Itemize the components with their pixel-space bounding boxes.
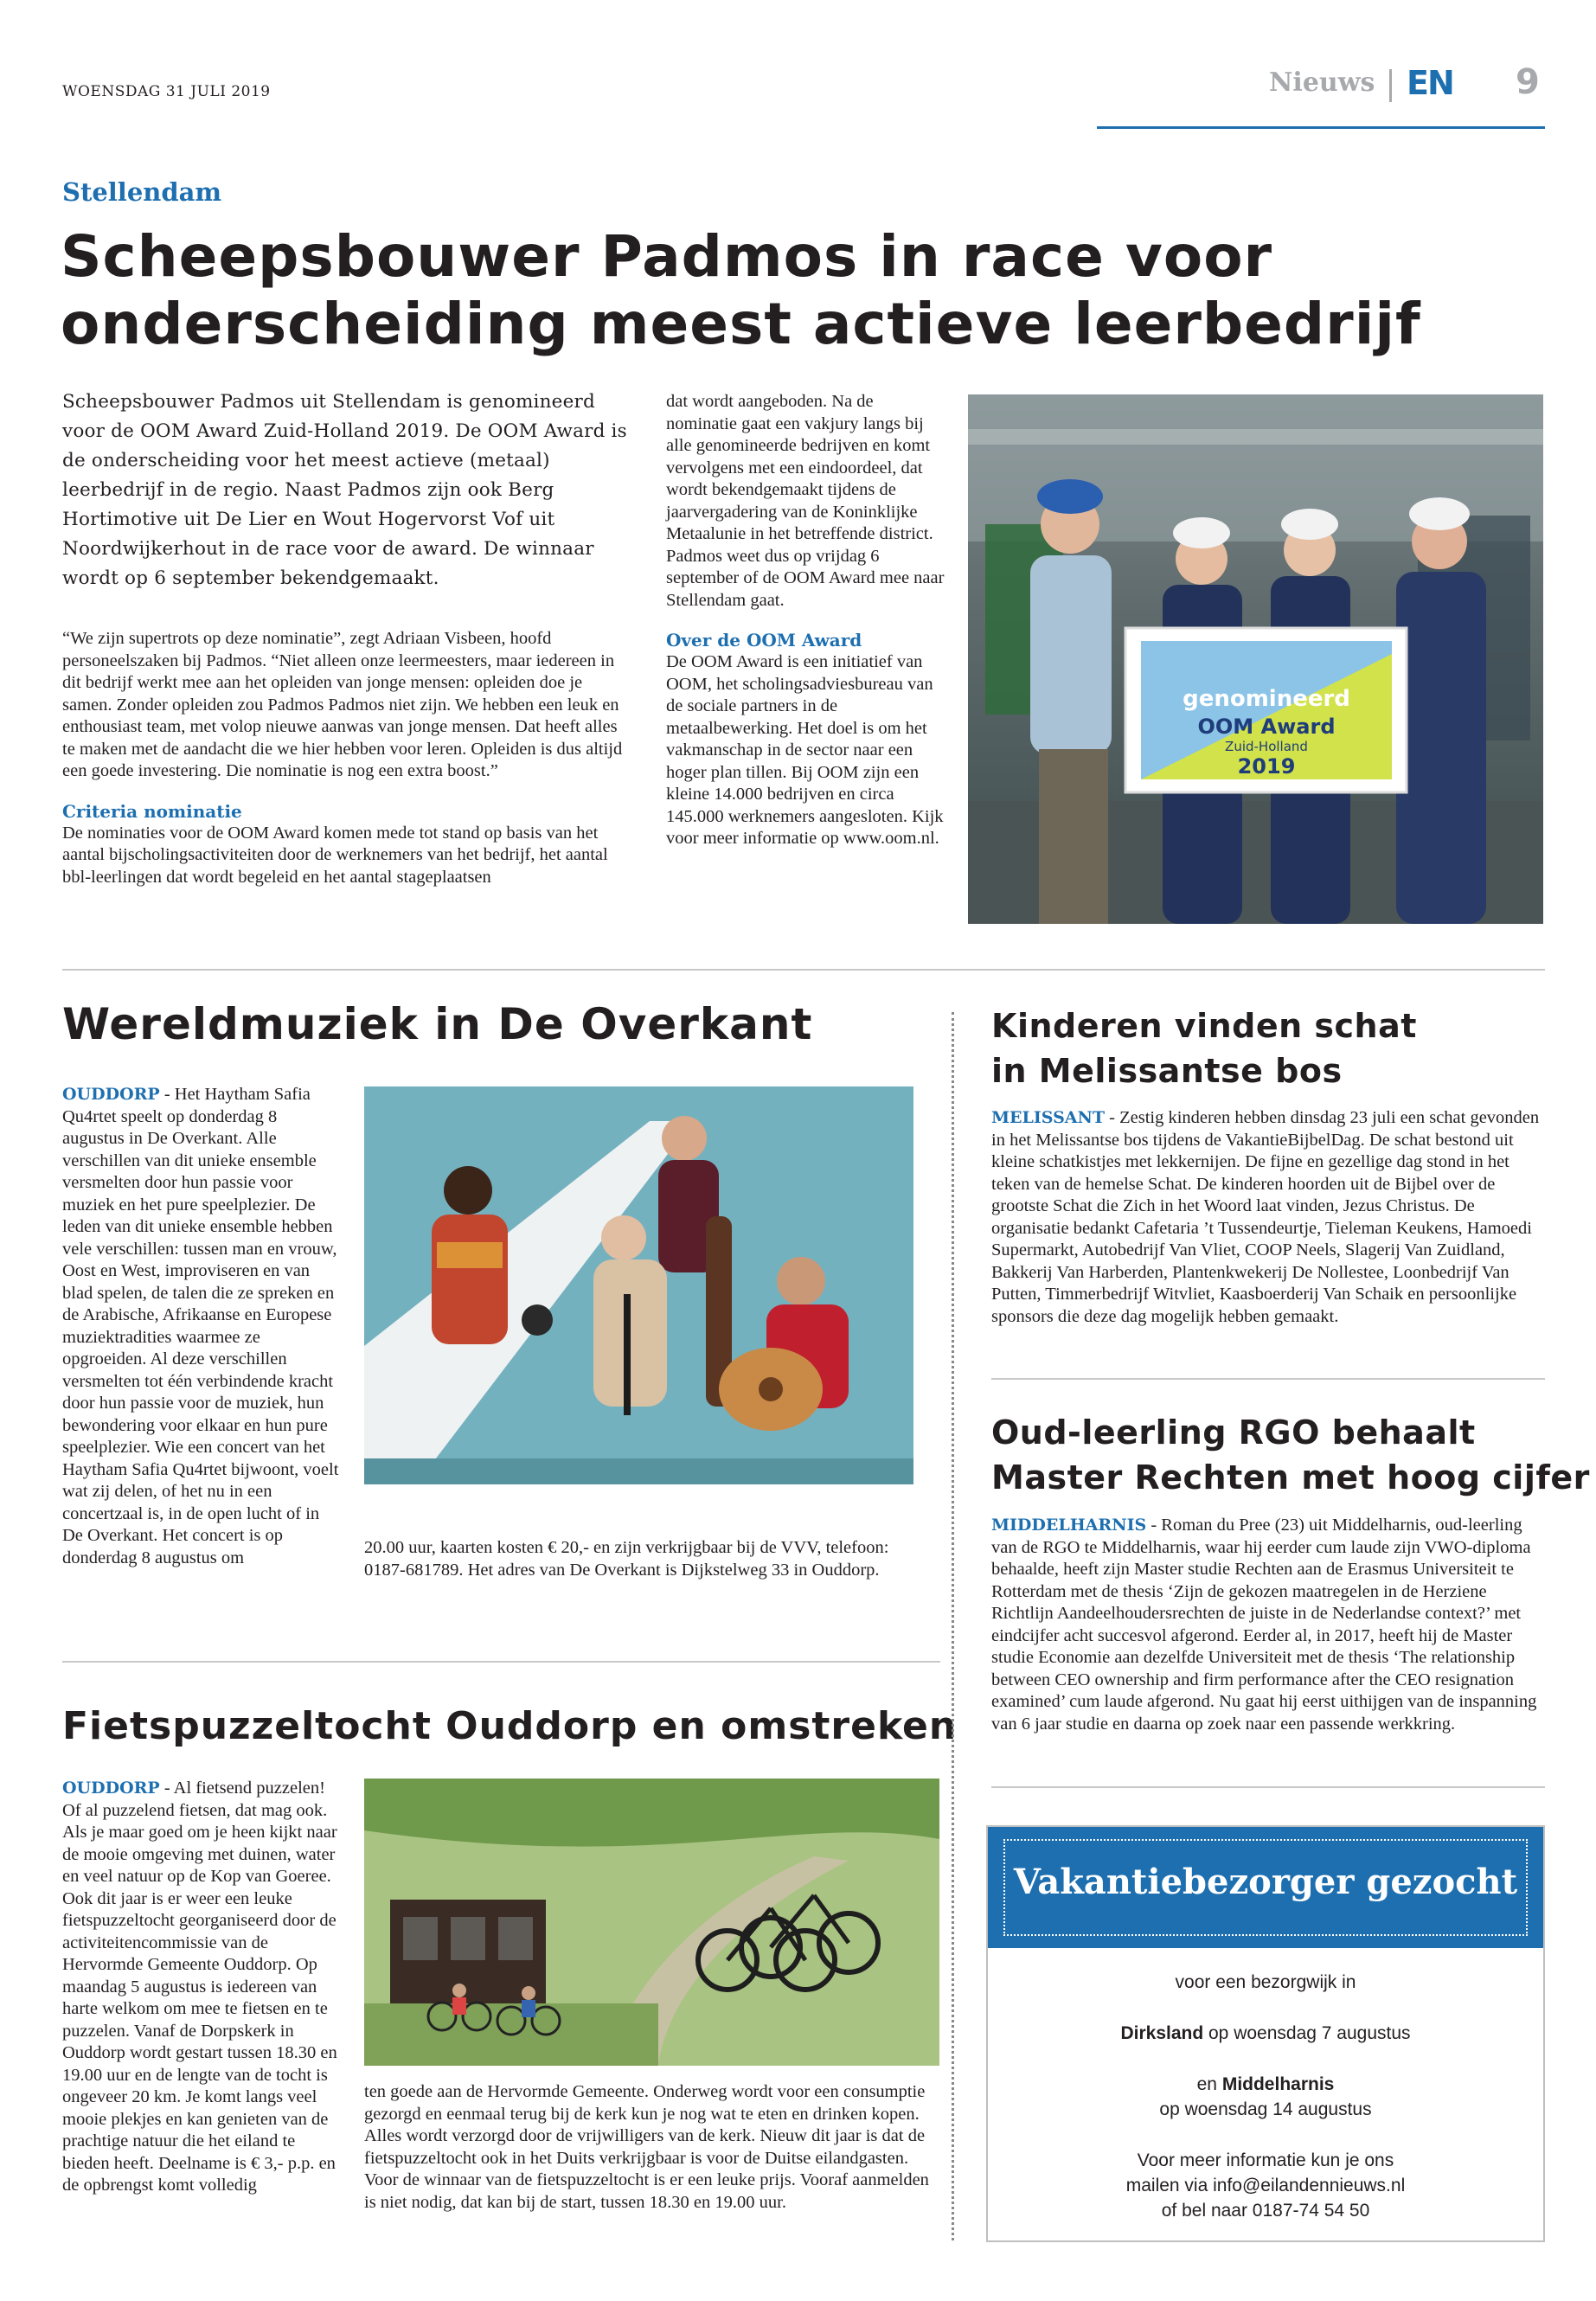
article4-text xyxy=(991,1107,1545,1328)
quartet-photo xyxy=(364,1086,913,1484)
article1-lead: Scheepsbouwer Padmos uit Stellendam is genomineerd voor de OOM Award Zuid-Holland 2019. De OOM Award is de onderscheiding voor het meest actieve (metaal) leerbedrijf in de regio. Naast Padmos zijn ook Berg Hortimotive uit De Lier en Wout Hogervorst Vof uit Noordwijkerhout in de race voor de award. De winnaar wordt op 6 september bekendgemaakt. xyxy=(62,391,627,589)
header-rule xyxy=(1097,126,1545,129)
article1-kicker: Stellendam xyxy=(62,177,222,207)
ad-date1: op woensdag 7 augustus xyxy=(1203,2023,1411,2043)
padmos-photo-drawing xyxy=(968,394,1543,924)
vacancy-ad-title: Vakantiebezorger gezocht xyxy=(1013,1862,1518,1902)
over-oom-text: De OOM Award is een initiatief van OOM, het scholingsadviesbureau van de sociale partners in de metaalbewerking. Het doel is om het vakmanschap in de sector naar een hoger plan tillen. Bij OOM zijn een kleine 14.000 bedrijven en circa 145.000 werknemers aangesloten. Kijk voor meer informatie op www.oom.nl. xyxy=(666,652,944,848)
vacancy-ad-body xyxy=(988,1970,1543,2223)
article3-place: OUDDORP xyxy=(62,1779,160,1798)
article1-col2-text: dat wordt aangeboden. Na de nominatie gaat een vakjury langs bij alle genomineerde bedrijven en komt vervolgens met een eindoordeel, dat wordt bekendgemaakt tijdens de jaarvergadering van de Koninklijke Metaalunie in het betreffende district. Padmos weet dus op vrijdag 6 september of de OOM Award mee naar Stellendam gaat. xyxy=(666,392,945,610)
article1-col2 xyxy=(666,391,945,850)
ad-info2[interactable]: mailen via info@eilandennieuws.nl xyxy=(1125,2176,1406,2195)
article4-place: MELISSANT xyxy=(991,1108,1106,1127)
section-name: Nieuws xyxy=(1269,67,1375,98)
ad-middelharnis-line xyxy=(988,2072,1543,2097)
article2-text-body: - Het Haytham Safia Qu4rtet speelt op donderdag 8 augustus in De Overkant. Alle verschillen van dit unieke ensemble versmelten door hun passie voor muziek en het pure speelplezier. De leden van dit unieke ensemble hebben vele verschillen: tussen man en vrouw, Oost en West, improviseren en van blad spelen, de talen die ze spreken en de Arabische, Afrikaanse en Europese muziektradities waarmee ze opgroeiden. Al deze verschillen versmelten tot één verbindende kracht door hun passie voor de muziek, hun bewondering voor elkaar en hun pure speelplezier. Wie een concert van het Haytham Safia Qu4rtet bijwoont, voelt wat zij delen, of het nu in een concertzaal is, in de open lucht of in De Overkant. Het concert is op donderdag 8 augustus om xyxy=(62,1085,339,1567)
bicycle-photo xyxy=(364,1779,939,2066)
ad-en: en xyxy=(1196,2074,1222,2094)
article1-headline xyxy=(61,223,1421,358)
section-rule-3 xyxy=(991,1378,1545,1380)
article1-col1 xyxy=(62,628,633,888)
article5-headline-line2: Master Rechten met hoog cijfer xyxy=(991,1458,1590,1497)
criteria-subhead: Criteria nominatie xyxy=(62,800,242,822)
column-divider xyxy=(952,1012,954,2240)
sign-text-2: OOM Award xyxy=(1197,715,1336,739)
article4-headline xyxy=(991,1003,1417,1093)
ad-info3: of bel naar 0187-74 54 50 xyxy=(1161,2201,1370,2221)
article3-col1 xyxy=(62,1778,343,2197)
article2-col2 xyxy=(364,1537,913,1581)
article4-headline-line1: Kinderen vinden schat xyxy=(991,1007,1417,1045)
section-rule-2 xyxy=(62,1661,940,1663)
vacancy-ad xyxy=(986,1825,1545,2242)
article5-body xyxy=(991,1515,1545,1735)
issue-date: WOENSDAG 31 JULI 2019 xyxy=(62,83,271,100)
page-number: 9 xyxy=(1516,62,1540,102)
quartet-photo-drawing xyxy=(364,1086,913,1484)
en-logo: EN xyxy=(1407,64,1453,102)
article3-text xyxy=(62,1778,343,2197)
section-rule-4 xyxy=(991,1786,1545,1788)
article2-text xyxy=(62,1084,343,1569)
ad-dirksland-line xyxy=(988,2021,1543,2046)
article2-col1 xyxy=(62,1084,343,1569)
vacancy-ad-banner xyxy=(988,1827,1543,1948)
ad-line1: voor een bezorgwijk in xyxy=(1175,1972,1356,1992)
header-divider xyxy=(1389,69,1392,102)
article2-text2: 20.00 uur, kaarten kosten € 20,- en zijn verkrijgbaar bij de VVV, telefoon: 0187-681789. Het adres van De Overkant is Dijkstelweg 33 in Ouddorp. xyxy=(364,1538,889,1580)
article2-place: OUDDORP xyxy=(62,1085,160,1104)
sign-text-4: 2019 xyxy=(1237,754,1296,779)
article4-body xyxy=(991,1107,1545,1328)
article3-text-body: - Al fietsend puzzelen! Of al puzzelend fietsen, dat mag ook. Als je maar goed om je heen kijkt naar de mooie omgeving met duinen, water en veel natuur op de Kop van Goeree. Ook dit jaar is er weer een leuke fietspuzzeltocht georganiseerd door de activiteitencommissie van de Hervormde Gemeente Ouddorp. Op maandag 5 augustus is iedereen van harte welkom om mee te fietsen en te puzzelen. Vanaf de Dorpskerk in Ouddorp wordt gestart tussen 18.30 en 19.00 uur en de lengte van de tocht is ongeveer 20 km. Je komt langs veel mooie plekjes en kan genieten van de prachtige natuur die het eiland te bieden heeft. Deelname is € 3,- p.p. en de opbrengst komt volledig xyxy=(62,1779,337,2195)
article4-text-body: - Zestig kinderen hebben dinsdag 23 juli een schat gevonden in het Melissantse bos tijdens de VakantieBijbelDag. De schat bestond uit kleine schatkistjes met lekkernijen. De fijne en gezellige dag stond in het teken van de hemelse Schat. De kinderen hoorden uit de Bijbel over de grootste Schat die Zich in het Woord laat vinden, Jezus Christus. De organisatie bedankt Cafetaria ’t Tussendeurtje, Tieleman Keukens, Hamoedi Supermarkt, Autobedrijf Van Vliet, COOP Neels, Slagerij Van Zuidland, Bakkerij Van Harberden, Plantenkwekerij De Nollestee, Loonbedrijf Van Putten, Timmerbedrijf Witvliet, Kaasboerderij Van Schaik en persoonlijke sponsors die deze dag mogelijk hebben gemaakt. xyxy=(991,1108,1540,1326)
article1-headline-line2: onderscheiding meest actieve leerbedrijf xyxy=(61,291,1421,357)
article4-headline-line2: in Melissantse bos xyxy=(991,1052,1343,1090)
criteria-text: De nominaties voor de OOM Award komen mede tot stand op basis van het aantal bijscholingsactiviteiten door de werknemers van het bedrijf, het aantal bbl-leerlingen dat wordt begeleid en het aantal stageplaatsen xyxy=(62,823,608,887)
article3-text2: ten goede aan de Hervormde Gemeente. Onderweg wordt voor een consumptie gezorgd en eenmaal terug bij de kerk kun je nog wat te eten en drinken kopen. Alles wordt verzorgd door de vrijwilligers van de kerk. Nieuw dit jaar is dat de fietspuzzeltocht ook in het Duits verkrijgbaar is voor de Duitse eilandgasten. Voor de winnaar van de fietspuzzeltocht is er een leuke prijs. Vooraf aanmelden is niet nodig, dat kan bij de start, tussen 18.30 en 19.00 uur. xyxy=(364,2082,929,2212)
ad-date2: op woensdag 14 augustus xyxy=(1159,2099,1372,2119)
article5-place: MIDDELHARNIS xyxy=(991,1516,1147,1535)
article3-col2 xyxy=(364,2081,939,2214)
article2-headline: Wereldmuziek in De Overkant xyxy=(62,999,813,1049)
article5-text xyxy=(991,1515,1545,1735)
sign-text-3: Zuid-Holland xyxy=(1225,739,1308,754)
over-oom-subhead: Over de OOM Award xyxy=(666,630,862,651)
article5-headline xyxy=(991,1410,1590,1500)
ad-place2: Middelharnis xyxy=(1221,2074,1335,2094)
bicycle-photo-drawing xyxy=(364,1779,939,2066)
article1-headline-line1: Scheepsbouwer Padmos in race voor xyxy=(61,223,1273,290)
ad-info1: Voor meer informatie kun je ons xyxy=(1137,2150,1394,2170)
article5-headline-line1: Oud-leerling RGO behaalt xyxy=(991,1413,1476,1452)
article3-headline: Fietspuzzeltocht Ouddorp en omstreken xyxy=(62,1704,958,1748)
ad-place1: Dirksland xyxy=(1120,2023,1204,2043)
sign-text-1: genomineerd xyxy=(1183,686,1350,712)
article1-quote: “We zijn supertrots op deze nominatie”, zegt Adriaan Visbeen, hoofd personeelszaken bij Padmos. “Niet alleen onze leermeesters, maar iedereen in dit bedrijf werkt mee aan het opleiden van jonge mensen: opleiden doe je samen. Zonder opleiden zou Padmos Padmos niet zijn. We hebben een leuk en enthousiast team, met volop nieuwe aanwas van jonge mensen. Dat heeft alles te maken met de aandacht die we hier hebben voor leren. Opleiden is dus altijd een goede investering. Die nominatie is nog een extra boost.” xyxy=(62,629,623,780)
section-rule-1 xyxy=(62,969,1545,971)
padmos-photo xyxy=(968,394,1543,924)
article5-text-body: - Roman du Pree (23) uit Middelharnis, oud-leerling van de RGO te Middelharnis, waar hij eerder cum laude zijn VWO-diploma behaalde, heeft zijn Master studie Rechten aan de Erasmus Universiteit te Rotterdam met de thesis ‘Zijn de gekozen maatregelen in de Herziene Richtlijn Aandeelhoudersrechten de juiste in de Nederlandse context?’ met eindcijfer acht succesvol afgerond. Eerder al, in 2017, heeft hij de Master studie Economie aan dezelfde Universiteit met de thesis ‘The relationship between CEO ownership and firm performance after the CEO resignation examined’ cum laude afgerond. Nu gaat hij eerst uithijgen van de inspanning van 6 jaar studie en daarna op zoek naar een passende werkkring. xyxy=(991,1516,1537,1734)
